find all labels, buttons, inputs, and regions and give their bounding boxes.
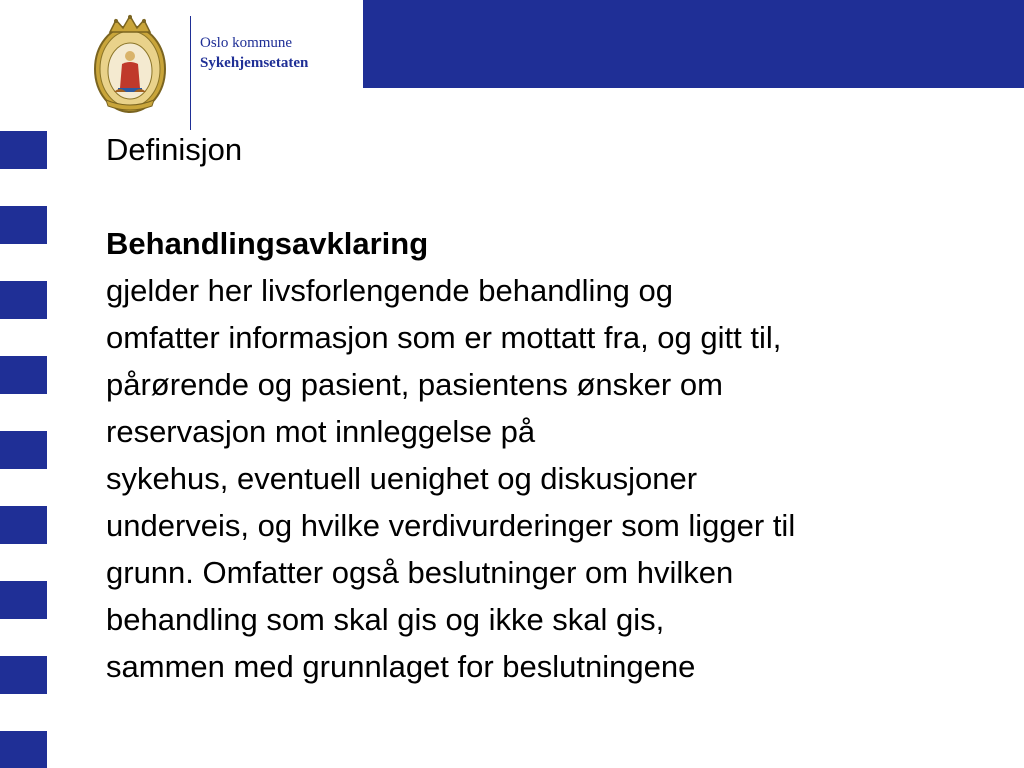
body-line: reservasjon mot innleggelse på [106, 414, 536, 449]
body-line: sykehus, eventuell uenighet og diskusjoner [106, 461, 698, 496]
body-line: grunn. Omfatter også beslutninger om hvilken [106, 555, 734, 590]
side-strip-block [0, 131, 47, 169]
body-line: underveis, og hvilke verdivurderinger som ligger til [106, 508, 796, 543]
header-divider [190, 16, 191, 130]
defined-term: Behandlingsavklaring [106, 226, 429, 261]
logo-panel [0, 0, 363, 88]
side-strip-block [0, 581, 47, 619]
side-strip-block [0, 356, 47, 394]
body-line: sammen med grunnlaget for beslutningene [106, 649, 696, 684]
body-line: behandling som skal gis og ikke skal gis, [106, 602, 665, 637]
side-strip-block [0, 206, 47, 244]
side-strip-block [0, 731, 47, 768]
slide-content [106, 126, 1006, 690]
side-strip-block [0, 431, 47, 469]
organization-block [200, 33, 308, 73]
body-line: gjelder her livsforlengende behandling og [106, 273, 674, 308]
body-line: pårørende og pasient, pasientens ønsker om [106, 367, 723, 402]
body-line: omfatter informasjon som er mottatt fra, og gitt til, [106, 320, 782, 355]
spacer [106, 173, 1006, 220]
agency-name: Sykehjemsetaten [200, 55, 309, 71]
slide-heading: Definisjon [106, 132, 243, 167]
organization-name: Oslo kommune [200, 35, 293, 51]
oslo-coat-of-arms-icon [92, 14, 168, 116]
side-strip-block [0, 281, 47, 319]
side-strip-block [0, 656, 47, 694]
side-strip-block [0, 506, 47, 544]
